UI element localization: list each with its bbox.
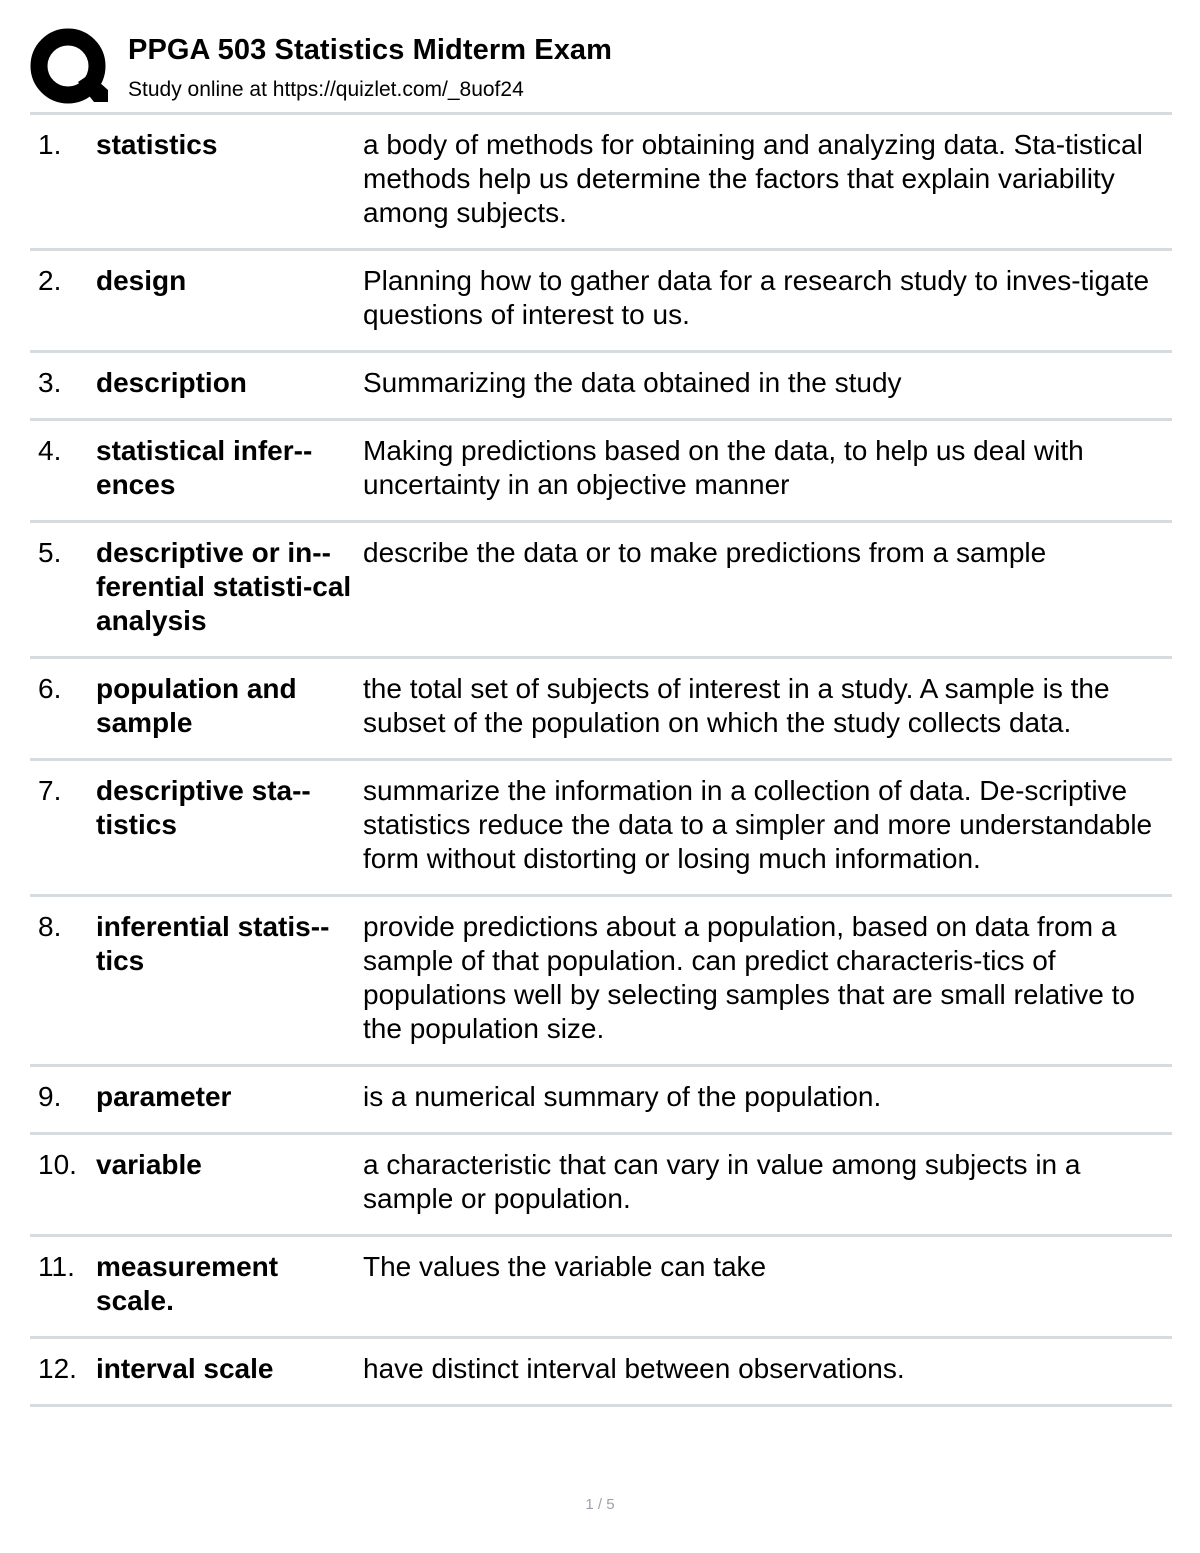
row-number: 10. (38, 1149, 77, 1180)
term-row (30, 1067, 1172, 1135)
definition: is a numerical summary of the population. (363, 1081, 882, 1112)
flashcard-list (30, 112, 1172, 1407)
term: population and sample (96, 673, 297, 738)
term-row (30, 115, 1172, 251)
term: description (96, 367, 247, 398)
study-online-link-text[interactable]: Study online at https://quizlet.com/_8uof24 (128, 78, 524, 101)
term: descriptive or in-ferential statisti-cal analysis (96, 537, 352, 636)
term-row (30, 523, 1172, 659)
row-number: 9. (38, 1081, 62, 1112)
term: design (96, 265, 187, 296)
term-row (30, 897, 1172, 1067)
definition: Planning how to gather data for a research study to inves-tigate questions of interest to us. (363, 265, 1150, 330)
term: inferential statis-tics (96, 911, 330, 976)
term: descriptive sta-tistics (96, 775, 311, 840)
definition: provide predictions about a population, based on data from a sample of that population. can predict characteris-tics of populations well by selecting samples that are small relative to the population size. (363, 911, 1135, 1044)
term: statistics (96, 129, 218, 160)
row-number: 4. (38, 435, 62, 466)
definition: Summarizing the data obtained in the study (363, 367, 902, 398)
page-header (30, 28, 1170, 110)
definition: a characteristic that can vary in value among subjects in a sample or population. (363, 1149, 1081, 1214)
definition: describe the data or to make predictions from a sample (363, 537, 1047, 568)
definition: a body of methods for obtaining and analyzing data. Sta-tistical methods help us determine the factors that explain variability among subjects. (363, 129, 1143, 228)
term: interval scale (96, 1353, 274, 1384)
term-row (30, 1135, 1172, 1237)
definition: have distinct interval between observations. (363, 1353, 905, 1384)
row-number: 8. (38, 911, 62, 942)
term-row (30, 659, 1172, 761)
row-number: 12. (38, 1353, 77, 1384)
row-number: 5. (38, 537, 62, 568)
term: statistical infer-ences (96, 435, 313, 500)
row-number: 11. (38, 1251, 75, 1282)
row-number: 7. (38, 775, 62, 806)
term: parameter (96, 1081, 232, 1112)
definition: the total set of subjects of interest in a study. A sample is the subset of the population on which the study collects data. (363, 673, 1110, 738)
term-row (30, 421, 1172, 523)
term: measurement scale. (96, 1251, 279, 1316)
page-title: PPGA 503 Statistics Midterm Exam (128, 34, 613, 66)
term-row (30, 1339, 1172, 1407)
quizlet-q-logo-icon (30, 28, 110, 108)
row-number: 6. (38, 673, 62, 704)
definition: Making predictions based on the data, to help us deal with uncertainty in an objective manner (363, 435, 1084, 500)
row-number: 2. (38, 265, 62, 296)
term-row (30, 353, 1172, 421)
term: variable (96, 1149, 202, 1180)
page-number: 1 / 5 (585, 1496, 615, 1513)
definition: summarize the information in a collection of data. De-scriptive statistics reduce the data to a simpler and more understandable form without distorting or losing much information. (363, 775, 1153, 874)
definition: The values the variable can take (363, 1251, 767, 1282)
term-row (30, 761, 1172, 897)
term-row (30, 1237, 1172, 1339)
row-number: 1. (38, 129, 62, 160)
term-row (30, 251, 1172, 353)
row-number: 3. (38, 367, 62, 398)
